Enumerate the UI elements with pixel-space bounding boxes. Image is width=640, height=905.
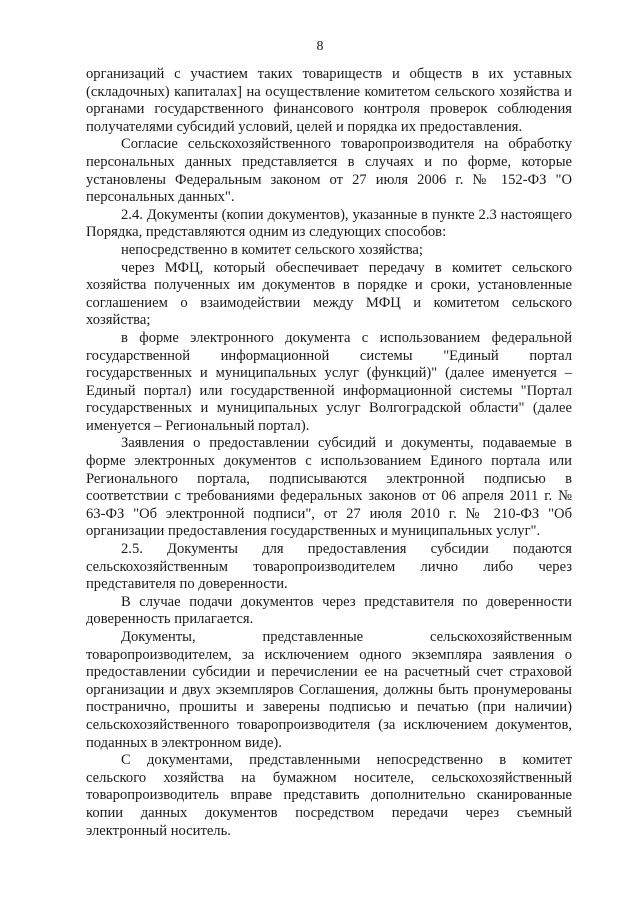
paragraph: Документы, представленные сельскохозяйственным товаропроизводителем, за исключением одного экземпляра заявления о предоставлении субсидии и перечислении ее на расчетный счет страховой организации и двух экземпляров Соглашения, должны быть пронумерованы постранично, прошиты и заверены подписью и печатью (при наличии) сельскохозяйственного товаропроизводителя (за исключением документов, поданных в электронном виде). — [86, 629, 572, 751]
paragraph: 2.4. Документы (копии документов), указанные в пункте 2.3 настоящего Порядка, представляются одним из следующих способов: — [86, 206, 572, 241]
page-number: 8 — [316, 39, 324, 54]
paragraph: Согласие сельскохозяйственного товаропроизводителя на обработку персональных данных представляется в случаях и по форме, которые установлены Федеральным законом от 27 июля 2006 г. № 152-ФЗ "О персональных данных". — [86, 136, 572, 206]
paragraph: организаций с участием таких товариществ и обществ в их уставных (складочных) капиталах] на осуществление комитетом сельского хозяйства и органами государственного финансового контроля проверок соблюдения получателями субсидий условий, целей и порядка их предоставления. — [86, 66, 572, 135]
paragraph: через МФЦ, который обеспечивает передачу в комитет сельского хозяйства полученных им документов в порядке и сроки, установленные соглашением о взаимодействии между МФЦ и комитетом сельского хозяйства; — [86, 259, 572, 329]
paragraph: С документами, представленными непосредственно в комитет сельского хозяйства на бумажном носителе, сельскохозяйственный товаропроизводитель вправе представить дополнительно сканированные копии данных документов посредством передачи через съемный электронный носитель. — [86, 752, 572, 839]
paragraph: непосредственно в комитет сельского хозяйства; — [121, 241, 423, 258]
paragraph: В случае подачи документов через представителя по доверенности доверенность прилагается. — [86, 593, 572, 628]
paragraph: Заявления о предоставлении субсидий и документы, подаваемые в форме электронных документов с использованием Единого портала или Регионального портала, подписываются электронной подписью в соответствии с требованиями федеральных законов от 06 апреля 2011 г. № 63-ФЗ "Об электронной подписи", от 27 июля 2010 г. № 210-ФЗ "Об организации предоставления государственных и муниципальных услуг". — [86, 435, 572, 540]
document-body — [86, 66, 572, 840]
paragraph: в форме электронного документа с использованием федеральной государственной информационной системы "Единый портал государственных и муниципальных услуг (функций)" (далее именуется – Единый портал) или государственной информационной системы "Портал государственных и муниципальных услуг Волгоградской области" (далее именуется – Региональный портал). — [86, 329, 572, 434]
paragraph: 2.5. Документы для предоставления субсидии подаются сельскохозяйственным товаропроизводителем лично либо через представителя по доверенности. — [86, 541, 572, 593]
